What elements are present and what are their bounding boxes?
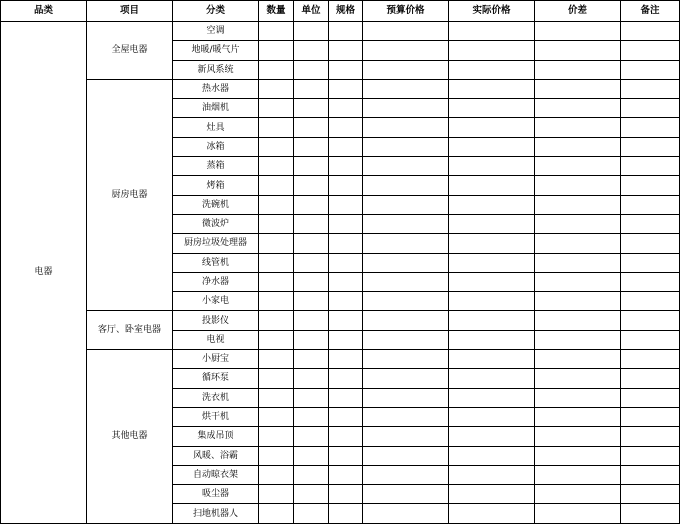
spec-cell[interactable] bbox=[329, 79, 363, 98]
spec-cell[interactable] bbox=[329, 292, 363, 311]
notes-cell[interactable] bbox=[621, 311, 680, 330]
subcategory-cell: 新风系统 bbox=[173, 60, 259, 79]
project-cell: 其他电器 bbox=[87, 350, 173, 524]
budget-price-cell[interactable] bbox=[363, 137, 449, 156]
spec-cell[interactable] bbox=[329, 388, 363, 407]
unit-cell[interactable] bbox=[294, 214, 329, 233]
quantity-cell[interactable] bbox=[259, 41, 294, 60]
header-cell-budget-price: 预算价格 bbox=[363, 1, 449, 22]
budget-price-cell[interactable] bbox=[363, 350, 449, 369]
spec-cell[interactable] bbox=[329, 427, 363, 446]
subcategory-cell: 风暖、浴霸 bbox=[173, 446, 259, 465]
unit-cell[interactable] bbox=[294, 485, 329, 504]
actual-price-cell[interactable] bbox=[449, 292, 535, 311]
budget-price-cell[interactable] bbox=[363, 41, 449, 60]
price-diff-cell[interactable] bbox=[535, 60, 621, 79]
budget-price-cell[interactable] bbox=[363, 22, 449, 41]
budget-price-cell[interactable] bbox=[363, 465, 449, 484]
budget-price-cell[interactable] bbox=[363, 330, 449, 349]
notes-cell[interactable] bbox=[621, 272, 680, 291]
quantity-cell[interactable] bbox=[259, 504, 294, 523]
notes-cell[interactable] bbox=[621, 79, 680, 98]
budget-price-cell[interactable] bbox=[363, 485, 449, 504]
unit-cell[interactable] bbox=[294, 41, 329, 60]
actual-price-cell[interactable] bbox=[449, 41, 535, 60]
budget-price-cell[interactable] bbox=[363, 504, 449, 523]
unit-cell[interactable] bbox=[294, 79, 329, 98]
actual-price-cell[interactable] bbox=[449, 234, 535, 253]
subcategory-cell: 洗碗机 bbox=[173, 195, 259, 214]
subcategory-cell: 地暖/暖气片 bbox=[173, 41, 259, 60]
quantity-cell[interactable] bbox=[259, 330, 294, 349]
price-diff-cell[interactable] bbox=[535, 311, 621, 330]
unit-cell[interactable] bbox=[294, 427, 329, 446]
price-diff-cell[interactable] bbox=[535, 22, 621, 41]
price-diff-cell[interactable] bbox=[535, 504, 621, 523]
subcategory-cell: 电视 bbox=[173, 330, 259, 349]
subcategory-cell: 集成吊顶 bbox=[173, 427, 259, 446]
quantity-cell[interactable] bbox=[259, 176, 294, 195]
actual-price-cell[interactable] bbox=[449, 118, 535, 137]
quantity-cell[interactable] bbox=[259, 350, 294, 369]
price-diff-cell[interactable] bbox=[535, 195, 621, 214]
subcategory-cell: 吸尘器 bbox=[173, 485, 259, 504]
unit-cell[interactable] bbox=[294, 253, 329, 272]
unit-cell[interactable] bbox=[294, 446, 329, 465]
unit-cell[interactable] bbox=[294, 176, 329, 195]
quantity-cell[interactable] bbox=[259, 446, 294, 465]
budget-price-cell[interactable] bbox=[363, 118, 449, 137]
unit-cell[interactable] bbox=[294, 137, 329, 156]
unit-cell[interactable] bbox=[294, 292, 329, 311]
header-cell-project: 项目 bbox=[87, 1, 173, 22]
table-row bbox=[1, 79, 680, 98]
quantity-cell[interactable] bbox=[259, 99, 294, 118]
spec-cell[interactable] bbox=[329, 465, 363, 484]
header-cell-price-diff: 价差 bbox=[535, 1, 621, 22]
subcategory-cell: 扫地机器人 bbox=[173, 504, 259, 523]
spec-cell[interactable] bbox=[329, 311, 363, 330]
actual-price-cell[interactable] bbox=[449, 465, 535, 484]
actual-price-cell[interactable] bbox=[449, 485, 535, 504]
spec-cell[interactable] bbox=[329, 272, 363, 291]
unit-cell[interactable] bbox=[294, 330, 329, 349]
unit-cell[interactable] bbox=[294, 157, 329, 176]
unit-cell[interactable] bbox=[294, 272, 329, 291]
actual-price-cell[interactable] bbox=[449, 504, 535, 523]
quantity-cell[interactable] bbox=[259, 427, 294, 446]
notes-cell[interactable] bbox=[621, 369, 680, 388]
budget-price-cell[interactable] bbox=[363, 234, 449, 253]
price-diff-cell[interactable] bbox=[535, 465, 621, 484]
notes-cell[interactable] bbox=[621, 234, 680, 253]
budget-price-cell[interactable] bbox=[363, 157, 449, 176]
unit-cell[interactable] bbox=[294, 99, 329, 118]
notes-cell[interactable] bbox=[621, 195, 680, 214]
spec-cell[interactable] bbox=[329, 350, 363, 369]
quantity-cell[interactable] bbox=[259, 292, 294, 311]
spec-cell[interactable] bbox=[329, 253, 363, 272]
table-body bbox=[1, 22, 680, 524]
unit-cell[interactable] bbox=[294, 504, 329, 523]
notes-cell[interactable] bbox=[621, 137, 680, 156]
price-diff-cell[interactable] bbox=[535, 446, 621, 465]
price-diff-cell[interactable] bbox=[535, 234, 621, 253]
price-diff-cell[interactable] bbox=[535, 157, 621, 176]
budget-price-cell[interactable] bbox=[363, 272, 449, 291]
spec-cell[interactable] bbox=[329, 157, 363, 176]
notes-cell[interactable] bbox=[621, 41, 680, 60]
actual-price-cell[interactable] bbox=[449, 137, 535, 156]
unit-cell[interactable] bbox=[294, 118, 329, 137]
spec-cell[interactable] bbox=[329, 485, 363, 504]
unit-cell[interactable] bbox=[294, 350, 329, 369]
quantity-cell[interactable] bbox=[259, 465, 294, 484]
project-cell: 全屋电器 bbox=[87, 22, 173, 80]
quantity-cell[interactable] bbox=[259, 485, 294, 504]
notes-cell[interactable] bbox=[621, 292, 680, 311]
spec-cell[interactable] bbox=[329, 504, 363, 523]
category-cell: 电器 bbox=[1, 22, 87, 524]
quantity-cell[interactable] bbox=[259, 22, 294, 41]
budget-price-cell[interactable] bbox=[363, 79, 449, 98]
price-diff-cell[interactable] bbox=[535, 272, 621, 291]
budget-price-cell[interactable] bbox=[363, 292, 449, 311]
subcategory-cell: 冰箱 bbox=[173, 137, 259, 156]
notes-cell[interactable] bbox=[621, 330, 680, 349]
notes-cell[interactable] bbox=[621, 118, 680, 137]
budget-price-cell[interactable] bbox=[363, 99, 449, 118]
quantity-cell[interactable] bbox=[259, 79, 294, 98]
notes-cell[interactable] bbox=[621, 176, 680, 195]
notes-cell[interactable] bbox=[621, 465, 680, 484]
spec-cell[interactable] bbox=[329, 22, 363, 41]
header-cell-spec: 规格 bbox=[329, 1, 363, 22]
unit-cell[interactable] bbox=[294, 407, 329, 426]
price-diff-cell[interactable] bbox=[535, 388, 621, 407]
project-cell: 客厅、卧室电器 bbox=[87, 311, 173, 350]
budget-price-cell[interactable] bbox=[363, 407, 449, 426]
table-row bbox=[1, 22, 680, 41]
quantity-cell[interactable] bbox=[259, 311, 294, 330]
notes-cell[interactable] bbox=[621, 214, 680, 233]
quantity-cell[interactable] bbox=[259, 388, 294, 407]
subcategory-cell: 自动晾衣架 bbox=[173, 465, 259, 484]
budget-price-cell[interactable] bbox=[363, 388, 449, 407]
notes-cell[interactable] bbox=[621, 446, 680, 465]
unit-cell[interactable] bbox=[294, 195, 329, 214]
subcategory-cell: 线管机 bbox=[173, 253, 259, 272]
budget-price-cell[interactable] bbox=[363, 195, 449, 214]
actual-price-cell[interactable] bbox=[449, 195, 535, 214]
price-diff-cell[interactable] bbox=[535, 427, 621, 446]
table-row bbox=[1, 350, 680, 369]
price-diff-cell[interactable] bbox=[535, 407, 621, 426]
price-diff-cell[interactable] bbox=[535, 41, 621, 60]
budget-price-cell[interactable] bbox=[363, 427, 449, 446]
header-cell-unit: 单位 bbox=[294, 1, 329, 22]
spec-cell[interactable] bbox=[329, 60, 363, 79]
header-cell-subcategory: 分类 bbox=[173, 1, 259, 22]
subcategory-cell: 循环泵 bbox=[173, 369, 259, 388]
project-cell: 厨房电器 bbox=[87, 79, 173, 311]
subcategory-cell: 油烟机 bbox=[173, 99, 259, 118]
spec-cell[interactable] bbox=[329, 369, 363, 388]
quantity-cell[interactable] bbox=[259, 195, 294, 214]
subcategory-cell: 烤箱 bbox=[173, 176, 259, 195]
notes-cell[interactable] bbox=[621, 504, 680, 523]
actual-price-cell[interactable] bbox=[449, 157, 535, 176]
budget-price-cell[interactable] bbox=[363, 214, 449, 233]
spec-cell[interactable] bbox=[329, 99, 363, 118]
actual-price-cell[interactable] bbox=[449, 99, 535, 118]
quantity-cell[interactable] bbox=[259, 369, 294, 388]
budget-price-cell[interactable] bbox=[363, 60, 449, 79]
subcategory-cell: 灶具 bbox=[173, 118, 259, 137]
subcategory-cell: 小家电 bbox=[173, 292, 259, 311]
quantity-cell[interactable] bbox=[259, 253, 294, 272]
quantity-cell[interactable] bbox=[259, 118, 294, 137]
price-diff-cell[interactable] bbox=[535, 350, 621, 369]
notes-cell[interactable] bbox=[621, 388, 680, 407]
spec-cell[interactable] bbox=[329, 118, 363, 137]
actual-price-cell[interactable] bbox=[449, 350, 535, 369]
actual-price-cell[interactable] bbox=[449, 446, 535, 465]
actual-price-cell[interactable] bbox=[449, 272, 535, 291]
notes-cell[interactable] bbox=[621, 99, 680, 118]
notes-cell[interactable] bbox=[621, 427, 680, 446]
header-row bbox=[1, 1, 680, 22]
price-diff-cell[interactable] bbox=[535, 176, 621, 195]
header-cell-actual-price: 实际价格 bbox=[449, 1, 535, 22]
actual-price-cell[interactable] bbox=[449, 60, 535, 79]
budget-price-cell[interactable] bbox=[363, 311, 449, 330]
subcategory-cell: 空调 bbox=[173, 22, 259, 41]
budget-price-cell[interactable] bbox=[363, 446, 449, 465]
subcategory-cell: 烘干机 bbox=[173, 407, 259, 426]
notes-cell[interactable] bbox=[621, 350, 680, 369]
spec-cell[interactable] bbox=[329, 446, 363, 465]
subcategory-cell: 热水器 bbox=[173, 79, 259, 98]
notes-cell[interactable] bbox=[621, 407, 680, 426]
price-diff-cell[interactable] bbox=[535, 137, 621, 156]
quantity-cell[interactable] bbox=[259, 407, 294, 426]
notes-cell[interactable] bbox=[621, 60, 680, 79]
unit-cell[interactable] bbox=[294, 311, 329, 330]
subcategory-cell: 厨房垃圾处理器 bbox=[173, 234, 259, 253]
quantity-cell[interactable] bbox=[259, 60, 294, 79]
actual-price-cell[interactable] bbox=[449, 214, 535, 233]
price-diff-cell[interactable] bbox=[535, 253, 621, 272]
price-diff-cell[interactable] bbox=[535, 214, 621, 233]
price-diff-cell[interactable] bbox=[535, 485, 621, 504]
spec-cell[interactable] bbox=[329, 407, 363, 426]
price-diff-cell[interactable] bbox=[535, 330, 621, 349]
quantity-cell[interactable] bbox=[259, 214, 294, 233]
spec-cell[interactable] bbox=[329, 214, 363, 233]
actual-price-cell[interactable] bbox=[449, 369, 535, 388]
unit-cell[interactable] bbox=[294, 22, 329, 41]
actual-price-cell[interactable] bbox=[449, 388, 535, 407]
actual-price-cell[interactable] bbox=[449, 253, 535, 272]
actual-price-cell[interactable] bbox=[449, 427, 535, 446]
subcategory-cell: 蒸箱 bbox=[173, 157, 259, 176]
spec-cell[interactable] bbox=[329, 195, 363, 214]
budget-price-cell[interactable] bbox=[363, 253, 449, 272]
quantity-cell[interactable] bbox=[259, 272, 294, 291]
notes-cell[interactable] bbox=[621, 253, 680, 272]
header-cell-category: 品类 bbox=[1, 1, 87, 22]
price-diff-cell[interactable] bbox=[535, 118, 621, 137]
actual-price-cell[interactable] bbox=[449, 311, 535, 330]
subcategory-cell: 微波炉 bbox=[173, 214, 259, 233]
unit-cell[interactable] bbox=[294, 388, 329, 407]
subcategory-cell: 投影仪 bbox=[173, 311, 259, 330]
price-diff-cell[interactable] bbox=[535, 292, 621, 311]
header-cell-notes: 备注 bbox=[621, 1, 680, 22]
subcategory-cell: 洗衣机 bbox=[173, 388, 259, 407]
budget-price-cell[interactable] bbox=[363, 176, 449, 195]
quantity-cell[interactable] bbox=[259, 157, 294, 176]
notes-cell[interactable] bbox=[621, 485, 680, 504]
quantity-cell[interactable] bbox=[259, 137, 294, 156]
price-diff-cell[interactable] bbox=[535, 79, 621, 98]
unit-cell[interactable] bbox=[294, 369, 329, 388]
unit-cell[interactable] bbox=[294, 465, 329, 484]
actual-price-cell[interactable] bbox=[449, 176, 535, 195]
spec-cell[interactable] bbox=[329, 330, 363, 349]
spec-cell[interactable] bbox=[329, 176, 363, 195]
unit-cell[interactable] bbox=[294, 234, 329, 253]
actual-price-cell[interactable] bbox=[449, 330, 535, 349]
spec-cell[interactable] bbox=[329, 234, 363, 253]
unit-cell[interactable] bbox=[294, 60, 329, 79]
subcategory-cell: 小厨宝 bbox=[173, 350, 259, 369]
notes-cell[interactable] bbox=[621, 157, 680, 176]
table-row bbox=[1, 311, 680, 330]
subcategory-cell: 净水器 bbox=[173, 272, 259, 291]
actual-price-cell[interactable] bbox=[449, 407, 535, 426]
budget-price-cell[interactable] bbox=[363, 369, 449, 388]
price-diff-cell[interactable] bbox=[535, 99, 621, 118]
header-cell-quantity: 数量 bbox=[259, 1, 294, 22]
notes-cell[interactable] bbox=[621, 22, 680, 41]
spec-cell[interactable] bbox=[329, 41, 363, 60]
quantity-cell[interactable] bbox=[259, 234, 294, 253]
spec-cell[interactable] bbox=[329, 137, 363, 156]
actual-price-cell[interactable] bbox=[449, 79, 535, 98]
price-diff-cell[interactable] bbox=[535, 369, 621, 388]
actual-price-cell[interactable] bbox=[449, 22, 535, 41]
